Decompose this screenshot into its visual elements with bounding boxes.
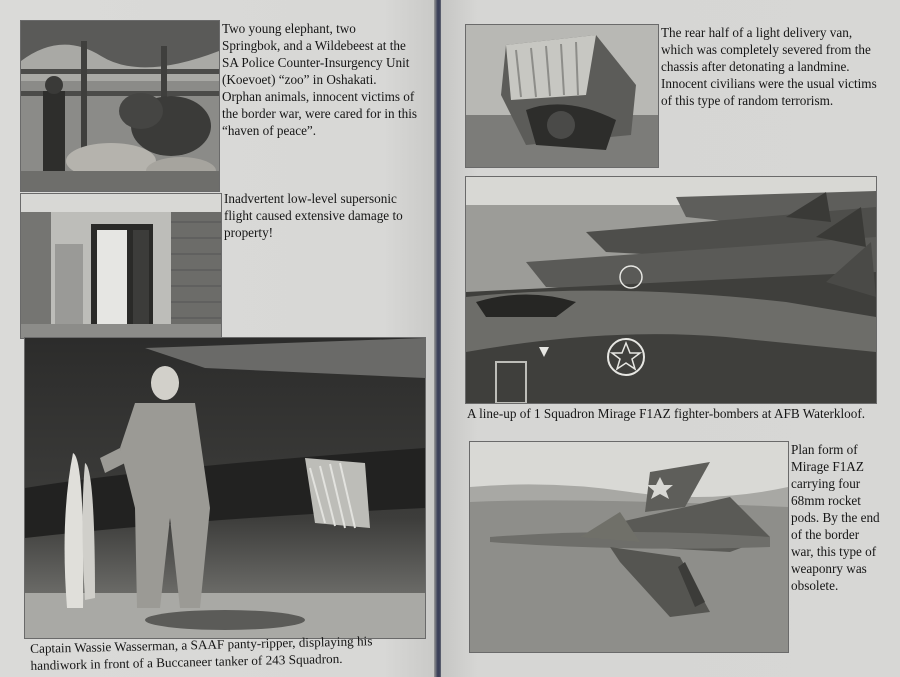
supersonic-caption: Inadvertent low-level supersonic flight caused extensive damage to property! <box>224 191 403 240</box>
mirage-lineup-photo <box>465 176 877 404</box>
right-page <box>441 0 900 677</box>
left-page <box>0 0 436 677</box>
lineup-caption: A line-up of 1 Squadron Mirage F1AZ fighter-bombers at AFB Waterkloof. <box>467 406 866 421</box>
wasserman-caption: Captain Wassie Wasserman, a SAAF panty-ripper, displaying his handiwork in front of a Buccaneer tanker of 243 Squadron. <box>30 633 373 673</box>
planform-caption: Plan form of Mirage F1AZ carrying four 68mm rocket pods. By the end of the border war, this type of weaponry was obsolete. <box>791 442 880 593</box>
elephant-caption: Two young elephant, two Springbok, and a Wildebeest at the SA Police Counter-Insurgency Unit (Koevoet) “zoo” in Oshakati. Orphan animals, innocent victims of the border war, were cared for in this “haven of peace”. <box>222 21 417 138</box>
mirage-planform-photo <box>469 441 789 653</box>
van-caption: The rear half of a light delivery van, which was completely severed from the chassis after detonating a landmine. Innocent civilians were the usual victims of this type of random terrorism. <box>661 25 877 108</box>
supersonic-damage-photo <box>20 193 222 339</box>
wasserman-photo <box>24 337 426 639</box>
elephant-photo <box>20 20 220 192</box>
van-wreck-photo <box>465 24 659 168</box>
